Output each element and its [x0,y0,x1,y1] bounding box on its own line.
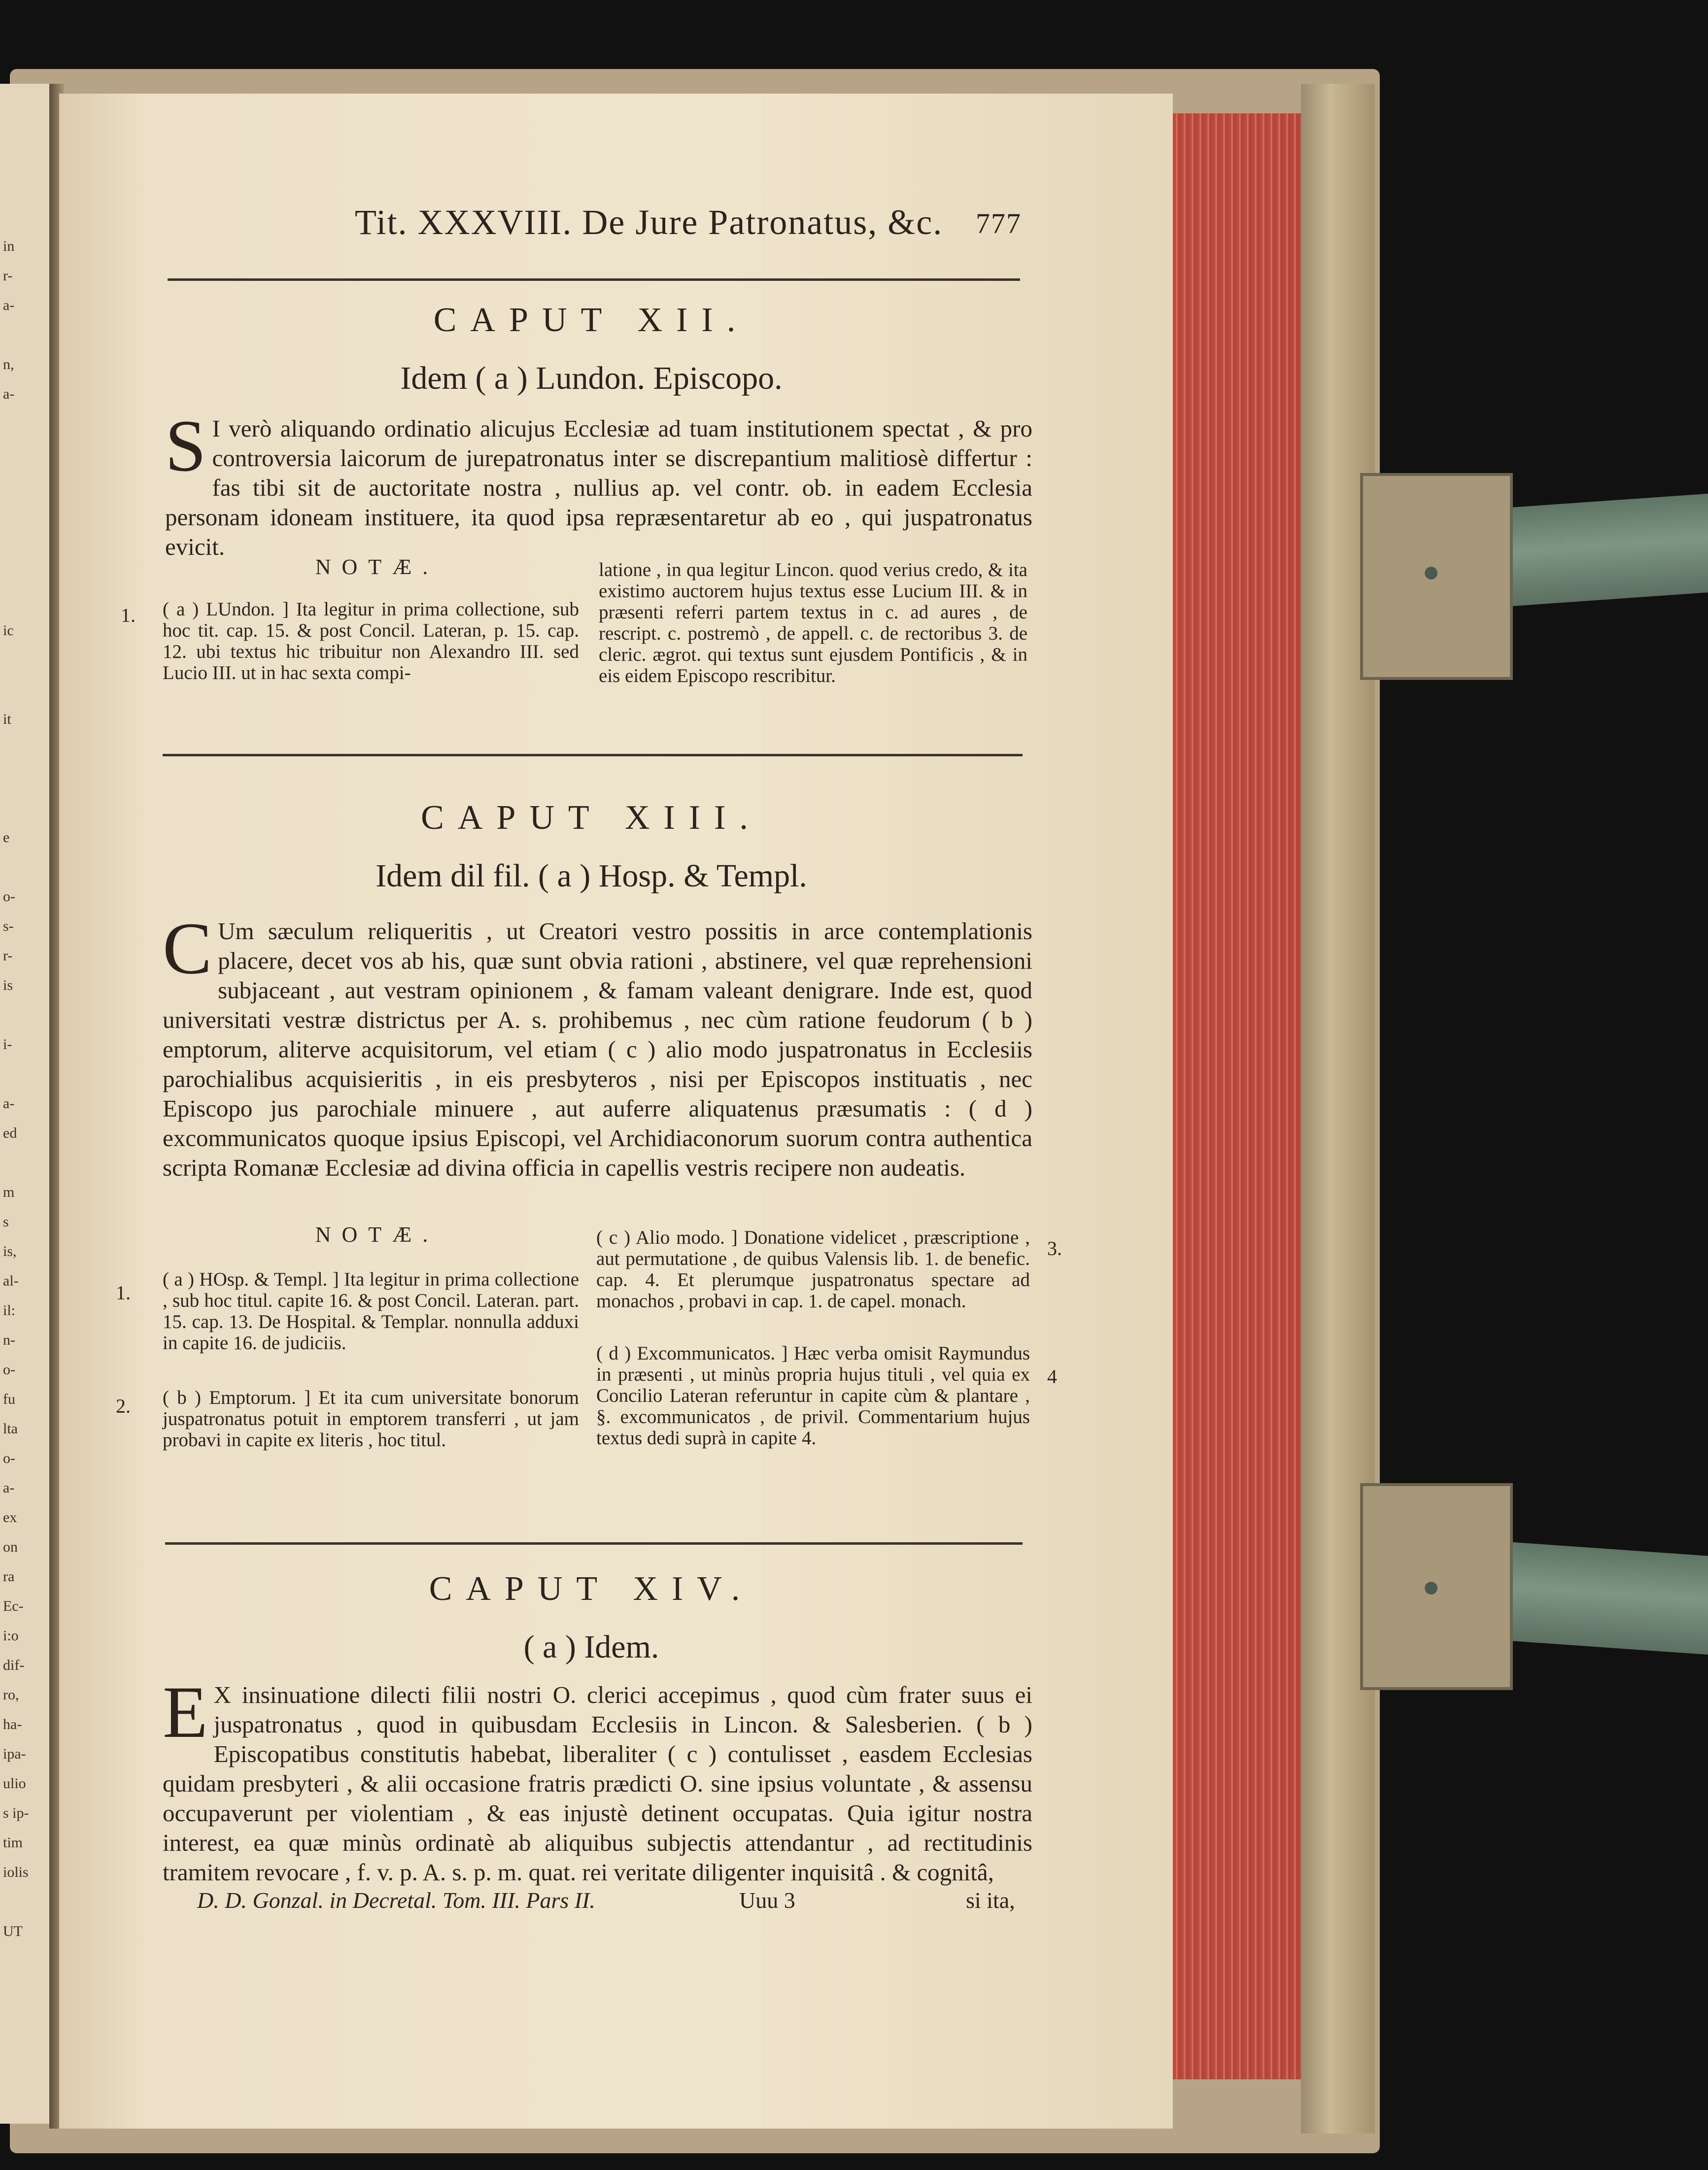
previous-page-fragment: i:o [3,1628,19,1644]
note-left: ( a ) LUndon. ] Ita legitur in prima collectione, sub hoc tit. cap. 15. & post Concil. Lateran, p. 15. cap. 12. ubi textus hic tribuitur non Alexandro III. sed Lucio III. ut in hac sexta compi- [163,599,579,683]
board-edge [1301,84,1375,2134]
previous-page-fragment [0,320,54,350]
chapter-subtitle: Idem dil fil. ( a ) Hosp. & Templ. [376,858,807,894]
previous-page-fragment: ed [3,1125,17,1141]
margin-number: 3. [1047,1237,1062,1259]
clasp-rivet-icon: ● [1422,555,1440,588]
previous-page-fragment: al- [3,1273,19,1289]
previous-page-fragment: it [3,711,11,727]
previous-page-fragment: dif- [3,1657,25,1673]
section-rule [163,754,1023,756]
previous-page-fragment: a- [3,386,15,402]
running-head: Tit. XXXVIII. De Jure Patronatus, &c. [355,203,943,242]
previous-page-fragment: in [3,238,15,254]
catchword: si ita, [966,1888,1015,1913]
previous-page-fragment: s ip- [3,1805,29,1821]
previous-page-fragment [0,764,54,793]
previous-page-fragment: o- [3,888,15,905]
previous-page-fragment: ipa- [3,1746,26,1762]
note-left: ( b ) Emptorum. ] Et ita cum universitate bonorum juspatronatus potuit in emptorem transferri , ut jam probavi in capite ex literis , hoc titul. [163,1387,579,1451]
previous-page-fragment [0,1059,54,1089]
previous-page-fragment: UT [3,1923,23,1939]
previous-page-fragment: s- [3,918,14,934]
previous-page-fragment [0,852,54,882]
running-foot: D. D. Gonzal. in Decretal. Tom. III. Pars II. [197,1888,595,1913]
previous-page-fragment: ha- [3,1716,22,1732]
previous-page-fragment: a- [3,1095,15,1112]
note-right: ( d ) Excommunicatos. ] Hæc verba omisit Raymundus in præsenti , ut minùs propria hujus tituli , vel quia ex Concilio Lateran referuntur in capite cùm & plantare , §. excommunicatos , de privil. Commentarium hujus textus dedi suprà in capite 4. [596,1343,1030,1449]
previous-page-fragment: i- [3,1036,12,1052]
previous-page-fragment [0,527,54,557]
chapter-heading: CAPUT XIV. [429,1570,754,1608]
chapter-text: E X insinuatione dilecti filii nostri O. clerici accepimus , quod cùm frater suus ei juspatronatus , quod in quibusdam Ecclesiis in Lincon. & Salesberien. ( b ) Episcopatibus constitutis habebat, liberaliter ( c ) contulisset , easdem Ecclesias quidam presbyteri , & alii occasione fratris prædicti O. sine ipsius voluntate , & assensu occupaverunt per violentiam , & eas injustè detinent occupatas. Quia igitur nostra interest, ea quæ minùs ordinatè ab aliquibus subjectis attendantur , ad rectitudinis tramitem revocare , f. v. p. A. s. p. m. quat. rei veritate diligenter inquisitâ . & cognitâ, [163,1671,1032,1886]
clasp-plate-lower [1360,1483,1513,1690]
previous-page-fragment: ic [3,622,14,639]
previous-page-fragment [0,468,54,498]
previous-page-fragment: r- [3,268,13,284]
previous-page-fragment: Ec- [3,1598,24,1614]
previous-page-fragment [0,498,54,527]
signature-mark: Uuu 3 [739,1888,795,1913]
previous-page-fragment: ra [3,1568,15,1585]
previous-page-fragment: lta [3,1421,18,1437]
chapter-heading: CAPUT XIII. [421,799,762,837]
previous-page-text [0,232,54,1946]
previous-page-fragment [0,675,54,705]
previous-page-fragment [0,793,54,823]
margin-number: 1. [116,1282,131,1304]
previous-page-fragment [0,1887,54,1917]
drop-capital: E [163,1671,208,1753]
previous-page-fragment: e [3,829,10,846]
margin-number: 4 [1047,1365,1057,1388]
previous-page-fragment: fu [3,1391,15,1407]
clasp-plate-upper [1360,473,1513,680]
section-rule [165,1542,1023,1545]
previous-page-fragment [0,645,54,675]
previous-page-fragment: o- [3,1450,15,1466]
margin-number: 1. [121,604,136,626]
note-right: ( c ) Alio modo. ] Donatione videlicet , præscriptione , aut permutatione , de quibus Valensis lib. 1. de benefic. cap. 4. Et plerumque juspatronatus spectare ad monachos , probavi in cap. 1. de capel. monach. [596,1227,1030,1312]
previous-page-fragment: is [3,977,13,993]
previous-page-fragment: ulio [3,1775,26,1792]
previous-page-fragment: ro, [3,1687,19,1703]
previous-page-fragment [0,557,54,586]
previous-page-fragment: is, [3,1243,17,1259]
drop-capital: S [165,405,206,487]
previous-page-fragment: a- [3,1480,15,1496]
previous-page-fragment: n, [3,356,14,373]
previous-page-fragment: n- [3,1332,15,1348]
chapter-text: C Um sæculum reliqueritis , ut Creatori vestro possitis in arce contemplationis placere, decet vos ab his, quæ sunt obvia rationi , abstinere, vel quæ reprehensioni subjaceant , aut vestram opinionem , & famam valeant denigrare. Inde est, quod universitati vestræ districtus per A. s. prohibemus , nec cùm ratione feudorum ( b ) emptorum, aliterve acquisitorum, vel etiam ( c ) alio modo juspatronatus in Ecclesiis parochialibus acquisieritis , in eis presbyteros , nisi per Episcopos instituatis , nec Episcopo jus parochiale minuere , aut auferre aliquatenus præsumatis : ( d ) excommunicatos quoque ipsius Episcopi, vel Archidiaconorum suorum contra authentica scripta Romanæ Ecclesiæ ad divina officia in capellis vestris recipere non audeatis. [163,908,1032,1181]
previous-page-fragment: ex [3,1509,17,1526]
previous-page-fragment: m [3,1184,15,1200]
chapter-heading: CAPUT XII. [433,301,750,339]
chapter-subtitle: Idem ( a ) Lundon. Episcopo. [400,360,783,396]
margin-number: 2. [116,1395,131,1417]
previous-page-fragment: s [3,1214,9,1230]
previous-page-fragment [0,734,54,764]
previous-page-fragment: iolis [3,1864,29,1880]
chapter-subtitle: ( a ) Idem. [523,1629,659,1665]
previous-page-fragment [0,439,54,468]
previous-page-fragment: a- [3,297,15,313]
previous-page-fragment [0,1148,54,1178]
previous-page-fragment: il: [3,1302,16,1319]
red-fore-edge [1173,113,1301,2079]
previous-page-fragment [0,586,54,616]
chapter-text: S I verò aliquando ordinatio alicujus Ecclesiæ ad tuam institutionem spectat , & pro controversia laicorum de jurepatronatus inter se discrepantium malitiosè differtur : fas tibi sit de auctoritate nostra , nullius ap. vel contr. ob. in eadem Ecclesia personam idoneam instituere, ita quod ipsa repræsentaretur ab eo , qui juspatronatus evicit. [165,405,1032,560]
note-right: latione , in qua legitur Lincon. quod verius credo, & ita existimo auctorem hujus textus esse Lucium III. & in præsenti referri partem textus in c. ad aures , de rescript. c. postremò , de appell. c. de rectoribus 3. de cleric. ægrot. qui textus sunt ejusdem Pontificis , & in eis eidem Episcopo rescribitur. [599,559,1027,686]
drop-capital: C [163,908,212,989]
previous-page-fragment [0,409,54,439]
previous-page-fragment: r- [3,948,13,964]
header-rule [168,278,1020,281]
previous-page-fragment: tim [3,1834,23,1851]
page-number: 777 [976,207,1022,239]
previous-page-fragment: o- [3,1361,15,1378]
clasp-rivet-icon: ● [1422,1570,1440,1603]
note-left: ( a ) HOsp. & Templ. ] Ita legitur in prima collectione , sub hoc titul. capite 16. & post Concil. Lateran. part. 15. cap. 13. De Hospital. & Templar. nonnulla adduxi in capite 16. de judiciis. [163,1269,579,1354]
notes-heading: NOTÆ. [315,555,439,579]
notes-heading: NOTÆ. [315,1222,439,1247]
previous-page-fragment: on [3,1539,18,1555]
previous-page-fragment [0,1000,54,1030]
